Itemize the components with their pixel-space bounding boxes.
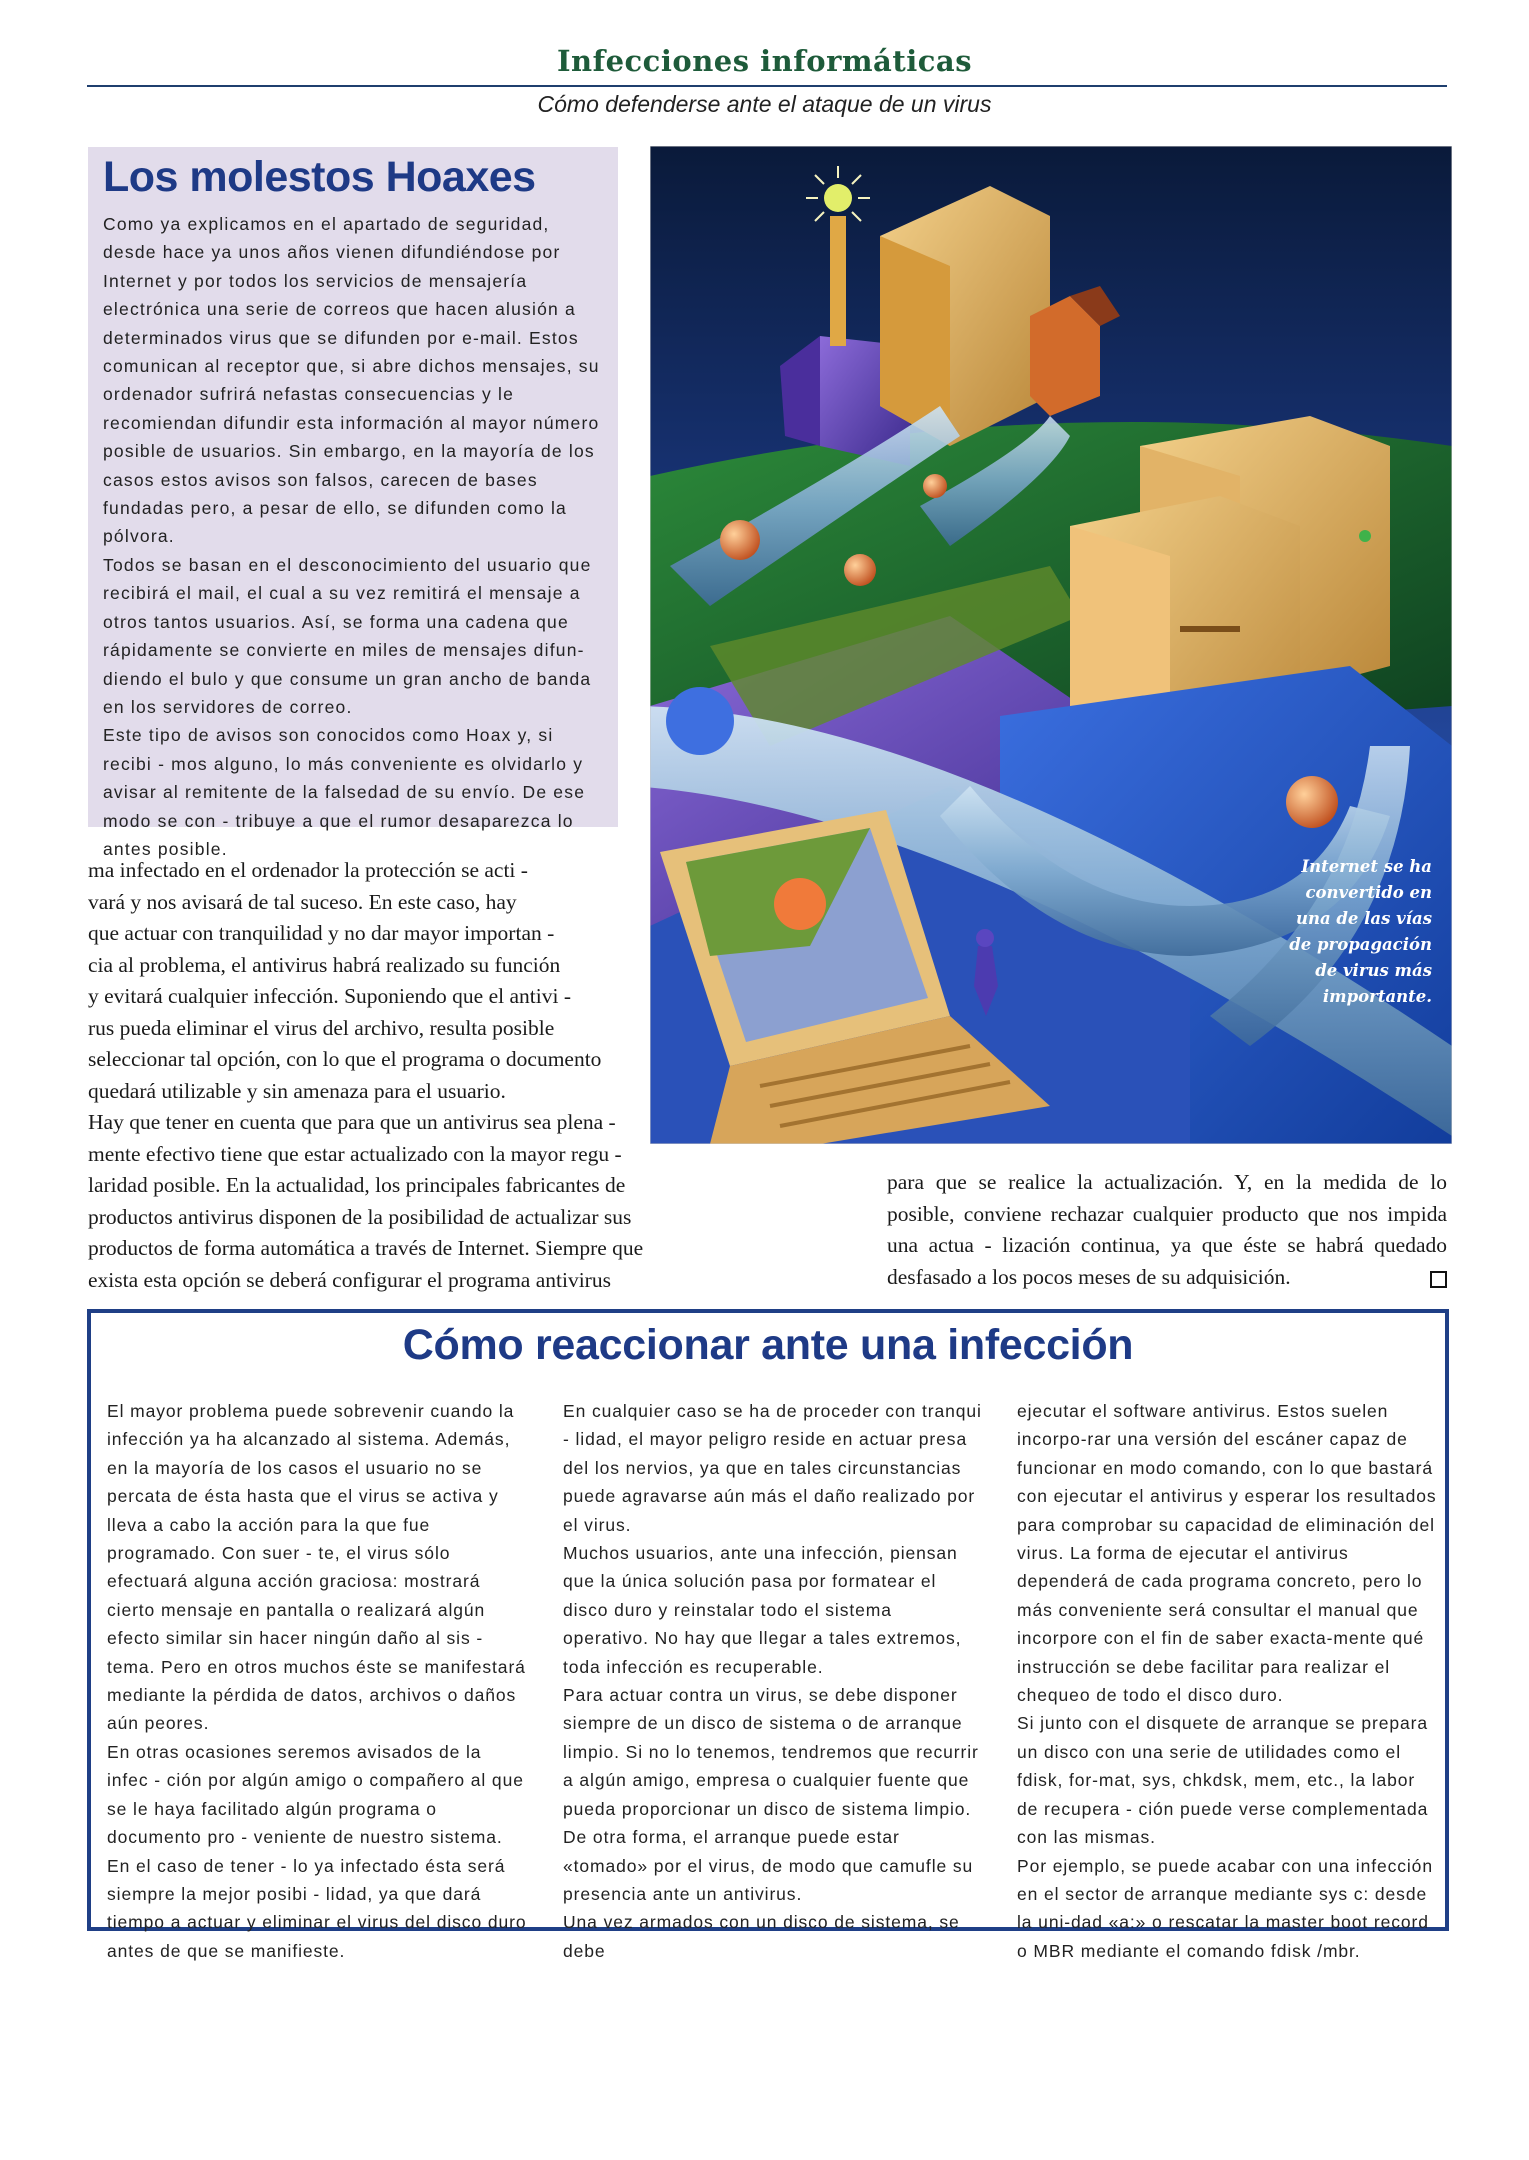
body-line: Hay que tener en cuenta que para que un antivirus sea plena - [88,1110,616,1134]
reaction-column-3 [1017,1397,1437,1965]
hoax-sidebar-title: Los molestos Hoaxes [103,153,536,201]
reaction-column-2 [563,1397,983,1965]
page-header-subtitle: Cómo defenderse ante el ataque de un virus [537,91,992,117]
body-line: productos de forma automática a través de Internet. Siempre que [88,1236,644,1260]
hoax-sidebar-text [103,210,604,863]
reaction-paragraph: Una vez armados con un disco de sistema, se debe [563,1912,960,1961]
body-line: ma infectado en el ordenador la protección se acti - [88,858,528,882]
article-body-left [88,855,648,1296]
reaction-paragraph: Muchos usuarios, ante una infección, piensan que la única solución pasa por formatear el disco duro y reinstalar todo el sistema operativo. No hay que llegar a tales extremos, toda infección es recuperable. [563,1543,962,1677]
end-of-article-icon [1430,1271,1447,1288]
body-line: exista esta opción se deberá configurar el programa antivirus [88,1267,611,1292]
reaction-paragraph: En cualquier caso se ha de proceder con tranqui - lidad, el mayor peligro reside en actuar presa del los nervios, ya que en tales circunstancias puede agravarse aún más el daño realizado por el virus. [563,1401,982,1535]
body-line: cia al problema, el antivirus habrá realizado su función [88,952,561,977]
body-line: laridad posible. En la actualidad, los principales fabricantes de [88,1173,626,1197]
hoax-paragraph: Este tipo de avisos son conocidos como Hoax y, si recibi - mos alguno, lo más conveniente es olvidarlo y avisar al remitente de la falsedad de su envío. De ese modo se con - tribuye a que el rumor desaparezca lo antes posible. [103,725,586,859]
reaction-paragraph: Por ejemplo, se puede acabar con una infección en el sector de arranque mediante sys c: desde la uni-dad «a:» o rescatar la master boot record o MBR mediante el comando fdisk /mbr. [1017,1855,1433,1961]
body-line: productos antivirus disponen de la posibilidad de actualizar sus [88,1204,632,1229]
body-line: quedará utilizable y sin amenaza para el usuario. [88,1078,506,1103]
reaction-paragraph: En otras ocasiones seremos avisados de la infec - ción por algún amigo o compañero al que se le haya facilitado algún programa o documento pro - veniente de nuestro sistema. En el caso de tener - lo ya infectado ésta será siempre la mejor posibi - lidad, ya que dará tiempo a actuar y eliminar el virus del disco duro antes de que se manifieste. [107,1741,527,1961]
body-right-text: para que se realice la actualización. Y, en la medida de lo posible, conviene rechazar cualquier producto que nos impida una actua - lización continua, ya que éste se habrá quedado desfasado a los pocos meses de su adquisición. [887,1170,1447,1289]
reaction-box-title: Cómo reaccionar ante una infección [402,1321,1134,1369]
reaction-paragraph: Si junto con el disquete de arranque se prepara un disco con una serie de utilidades como el fdisk, for-mat, sys, chkdsk, mem, etc., la labor de recupera - ción puede verse complementada con las mismas. [1017,1713,1429,1848]
body-line: y evitará cualquier infección. Suponiendo que el antivi - [88,984,571,1008]
reaction-paragraph: El mayor problema puede sobrevenir cuando la infección ya ha alcanzado al sistema. Además, en la mayoría de los casos el usuario no se percata de ésta hasta que el virus se activa y lleva a cabo la acción para la que fue programado. Con suer - te, el virus sólo efectuará alguna acción graciosa: mostrará cierto mensaje en pantalla o realizará algún efecto similar sin hacer ningún daño al sis - tema. Pero en otros muchos éste se manifestará mediante la pérdida de datos, archivos o daños aún peores. [107,1401,526,1734]
body-line: seleccionar tal opción, con lo que el programa o documento [88,1047,602,1071]
reaction-column-1 [107,1397,527,1965]
article-body-right [887,1167,1447,1293]
header-divider [87,85,1447,87]
internet-virus-illustration [650,146,1452,1144]
body-line: vará y nos avisará de tal suceso. En este caso, hay [88,889,517,914]
infection-reaction-box [87,1309,1449,1961]
reaction-paragraph: De otra forma, el arranque puede estar «tomado» por el virus, de modo que camufle su presencia ante un antivirus. [563,1827,974,1904]
hoax-paragraph: Todos se basan en el desconocimiento del usuario que recibirá el mail, el cual a su vez remitirá el mensaje a otros tantos usuarios. Así, se forma una cadena que rápidamente se convierte en miles de mensajes difun-diendo el bulo y que consume un gran ancho de banda en los servidores de correo. [103,554,592,717]
body-line: mente efectivo tiene que estar actualizado con la mayor regu - [88,1141,622,1166]
hoax-paragraph: Como ya explicamos en el apartado de seguridad, desde hace ya unos años vienen difundiéndose por Internet y por todos los servicios de mensajería electrónica una serie de correos que hacen alusión a determinados virus que se difunden por e-mail. Estos comunican al receptor que, si abre dichos mensajes, su ordenador sufrirá nefastas consecuencias y le recomiendan difundir esta información al mayor número posible de usuarios. Sin embargo, en la mayoría de los casos estos avisos son falsos, carecen de bases fundadas pero, a pesar de ello, se difunden como la pólvora. [103,214,600,547]
body-line: que actuar con tranquilidad y no dar mayor importan - [88,921,555,945]
body-line: rus pueda eliminar el virus del archivo, resulta posible [88,1015,555,1040]
hoax-sidebar [88,147,618,859]
reaction-paragraph: Para actuar contra un virus, se debe disponer siempre de un disco de sistema o de arranque limpio. Si no lo tenemos, tendremos que recurrir a algún amigo, empresa o cualquier fuente que pueda proporcionar un disco de sistema limpio. [563,1685,979,1819]
illustration-caption: Internet se ha convertido en una de las vías de propagación de virus más importante. [1289,857,1432,1006]
reaction-paragraph: ejecutar el software antivirus. Estos suelen incorpo-rar una versión del escáner capaz de funcionar en modo comando, con lo que bastará con ejecutar el antivirus y esperar los resultados para comprobar su capacidad de eliminación del virus. La forma de ejecutar el antivirus dependerá de cada programa concreto, pero lo más conveniente será consultar el manual que incorpore con el fin de saber exacta-mente qué instrucción se debe facilitar para realizar el chequeo de todo el disco duro. [1017,1401,1437,1706]
page-header-title: Infecciones informáticas [556,44,973,78]
